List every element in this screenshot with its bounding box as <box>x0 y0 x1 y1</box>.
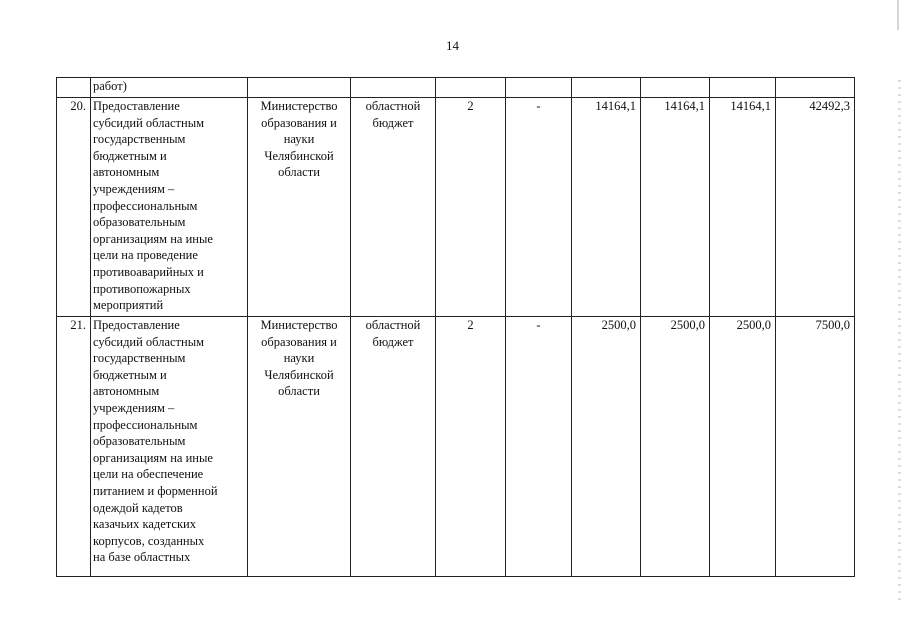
row-year2: 2500,0 <box>641 317 710 577</box>
description-line: одеждой кадетов <box>93 500 183 515</box>
row-year1: 2500,0 <box>572 317 641 577</box>
description-line: образовательным <box>93 434 186 449</box>
row-description <box>91 98 248 317</box>
description-line: учреждениям – <box>93 181 175 196</box>
budget-table <box>56 77 855 577</box>
description-line: организациям на иные <box>93 450 213 465</box>
cell-year2 <box>641 78 710 98</box>
scan-edge-noise <box>898 80 901 600</box>
description-line: государственным <box>93 351 186 366</box>
description-line: противоаварийных и <box>93 264 204 279</box>
description-line: государственным <box>93 132 186 147</box>
description-line: профессиональным <box>93 198 198 213</box>
row-source: областной бюджет <box>351 317 436 577</box>
page-number: 14 <box>446 38 459 53</box>
description-line: мероприятий <box>93 298 164 313</box>
description-line: противопожарных <box>93 281 191 296</box>
row-description <box>91 317 248 577</box>
scan-edge-mark <box>897 0 899 30</box>
description-line: бюджетным и <box>93 367 167 382</box>
row-executor: Министерство образования и науки Челябинской области <box>248 317 351 577</box>
row-total: 7500,0 <box>776 317 855 577</box>
cell-index <box>57 78 91 98</box>
table-row-21 <box>57 317 855 577</box>
row-index: 20. <box>57 98 91 317</box>
description-line: на базе областных <box>93 550 191 565</box>
row-year2: 14164,1 <box>641 98 710 317</box>
description-line: автономным <box>93 384 160 399</box>
row-year3: 14164,1 <box>710 98 776 317</box>
row-year3: 2500,0 <box>710 317 776 577</box>
row-executor: Министерство образования и науки Челябинской области <box>248 98 351 317</box>
description-line: субсидий областным <box>93 115 205 130</box>
description-line: питанием и форменной <box>93 483 218 498</box>
row-total: 42492,3 <box>776 98 855 317</box>
row-col5: - <box>506 317 572 577</box>
description-line: казачьих кадетских <box>93 517 196 532</box>
row-index: 21. <box>57 317 91 577</box>
description-line: образовательным <box>93 215 186 230</box>
cell-description: работ) <box>91 78 248 98</box>
description-line: субсидий областным <box>93 334 205 349</box>
cell-col4 <box>436 78 506 98</box>
description-line: профессиональным <box>93 417 198 432</box>
description-line: бюджетным и <box>93 148 167 163</box>
cell-total <box>776 78 855 98</box>
table-row-20 <box>57 98 855 317</box>
description-line: автономным <box>93 165 160 180</box>
row-source: областной бюджет <box>351 98 436 317</box>
description-line: корпусов, созданных <box>93 533 205 548</box>
cell-year1 <box>572 78 641 98</box>
description-line: цели на проведение <box>93 248 198 263</box>
description-line: учреждениям – <box>93 400 175 415</box>
description-line: цели на обеспечение <box>93 467 204 482</box>
description-line: организациям на иные <box>93 231 213 246</box>
table-row-continuation <box>57 78 855 98</box>
cell-source <box>351 78 436 98</box>
description-line: Предоставление <box>93 99 180 113</box>
cell-col5 <box>506 78 572 98</box>
cell-executor <box>248 78 351 98</box>
row-col5: - <box>506 98 572 317</box>
cell-year3 <box>710 78 776 98</box>
row-col4: 2 <box>436 98 506 317</box>
row-year1: 14164,1 <box>572 98 641 317</box>
description-line: Предоставление <box>93 318 180 332</box>
row-col4: 2 <box>436 317 506 577</box>
